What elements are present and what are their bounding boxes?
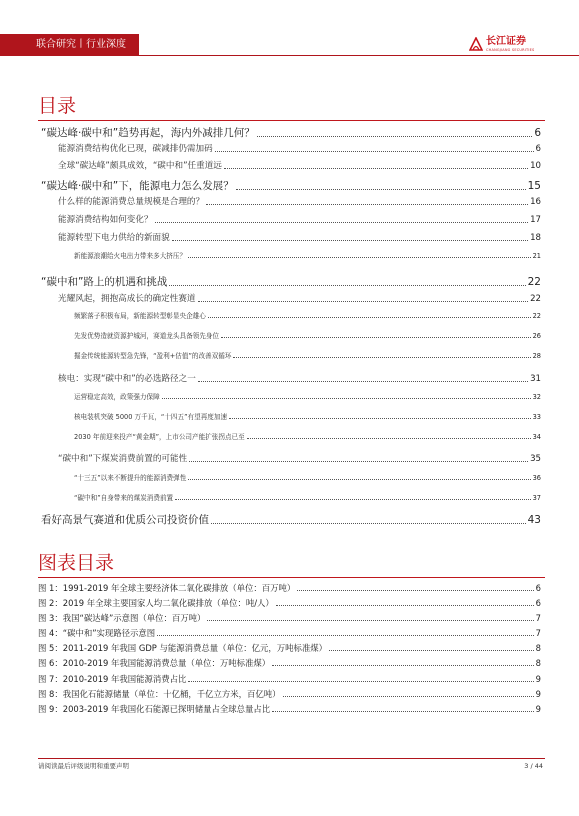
toc-entry-level-2[interactable]	[58, 293, 541, 305]
figure-entry[interactable]	[38, 612, 541, 624]
entry-page-number: 9	[535, 689, 541, 699]
entry-title: 运营稳定高效，政策强力保障	[74, 393, 160, 401]
dot-leader	[211, 522, 526, 524]
dot-leader	[229, 417, 531, 419]
toc-entry-level-2[interactable]	[58, 373, 541, 385]
entry-page-number: 8	[535, 658, 541, 668]
entry-title: 图 4：“碳中和”实现路径示意图	[38, 628, 156, 638]
entry-title: 图 6：2010-2019 年我国能源消费总量（单位：万吨标准煤）	[38, 658, 271, 668]
entry-title: 核电：实现“碳中和”的必选路径之一	[58, 374, 196, 384]
dot-leader	[215, 150, 534, 152]
entry-page-number: 15	[527, 180, 541, 192]
entry-title: 能源消费结构如何变化？	[58, 215, 153, 225]
entry-page-number: 18	[530, 233, 541, 243]
toc-entry-level-3[interactable]	[74, 432, 541, 442]
toc-title: 目录	[38, 95, 77, 117]
entry-page-number: 6	[535, 598, 541, 608]
entry-title: “碳中和”下煤炭消费前置的可能性	[58, 454, 188, 464]
entry-page-number: 28	[532, 352, 541, 360]
entry-title: “碳达峰·碳中和”下，能源电力怎么发展？	[41, 180, 234, 192]
dot-leader	[188, 680, 533, 682]
entry-title: 全球“碳达峰”颇具成效，“碳中和”任重道远	[58, 161, 222, 171]
toc-entry-level-1[interactable]	[41, 126, 541, 140]
entry-title: “碳达峰·碳中和”趋势再起，海内外减排几何？	[41, 127, 255, 139]
entry-title: 新能源浪潮给火电出力带来多大挤压？	[74, 252, 187, 260]
toc-entry-level-2[interactable]	[58, 160, 541, 172]
dot-leader	[283, 695, 534, 697]
toc-entry-level-3[interactable]	[74, 311, 541, 321]
dot-leader	[207, 619, 533, 621]
entry-page-number: 22	[527, 276, 541, 288]
dot-leader	[188, 256, 531, 258]
entry-page-number: 16	[530, 197, 541, 207]
toc-entry-level-2[interactable]	[58, 196, 541, 208]
entry-title: 先发优势造就资源护城河，赛道龙头具备领先身位	[74, 332, 220, 340]
toc-entry-level-3[interactable]	[74, 493, 541, 503]
dot-leader	[329, 649, 534, 651]
company-logo	[469, 36, 551, 54]
entry-title: 看好高景气赛道和优质公司投资价值	[41, 514, 209, 526]
dot-leader	[189, 460, 528, 462]
footer-rule	[38, 758, 545, 759]
logo-subtitle: CHANGJIANG SECURITIES	[486, 48, 535, 52]
figure-entry[interactable]	[38, 642, 541, 654]
dot-leader	[297, 589, 533, 591]
dot-leader	[272, 710, 533, 712]
entry-title: 图 5：2011-2019 年我国 GDP 与能源消费总量（单位：亿元，万吨标准煤）	[38, 643, 327, 653]
dot-leader	[206, 203, 528, 205]
entry-page-number: 9	[535, 704, 541, 714]
dot-leader	[236, 188, 526, 190]
entry-page-number: 21	[532, 252, 541, 260]
page-number: 3 / 44	[524, 762, 543, 770]
dot-leader	[169, 284, 525, 286]
logo-mark-icon	[469, 37, 483, 51]
toc-entry-level-3[interactable]	[74, 473, 541, 483]
entry-title: 图 2：2019 年全球主要国家人均二氧化碳排放（单位：吨/人）	[38, 598, 274, 608]
header-rule	[139, 55, 579, 56]
entry-page-number: 7	[535, 613, 541, 623]
entry-title: 频繁落子积极布局，新能源转型彰显央企雄心	[74, 312, 206, 320]
page-header	[0, 34, 579, 56]
dot-leader	[247, 437, 531, 439]
entry-page-number: 34	[532, 433, 541, 441]
figure-entry[interactable]	[38, 673, 541, 685]
dot-leader	[272, 664, 533, 666]
footer-disclaimer: 请阅读最后评级说明和重要声明	[38, 762, 129, 770]
figures-rule	[38, 577, 545, 578]
figure-entry[interactable]	[38, 657, 541, 669]
dot-leader	[175, 498, 530, 500]
entry-title: 掘金传统能源转型急先锋，“盈利+估值”的改善双循环	[74, 352, 232, 360]
toc-entry-level-3[interactable]	[74, 251, 541, 261]
entry-page-number: 26	[532, 332, 541, 340]
dot-leader	[208, 316, 531, 318]
toc-entry-level-1[interactable]	[41, 513, 541, 527]
entry-page-number: 6	[534, 127, 541, 139]
entry-page-number: 8	[535, 643, 541, 653]
entry-title: “碳中和”路上的机遇和挑战	[41, 276, 168, 288]
entry-page-number: 43	[527, 514, 541, 526]
toc-entry-level-1[interactable]	[41, 275, 541, 289]
entry-page-number: 17	[530, 215, 541, 225]
figure-entry[interactable]	[38, 597, 541, 609]
entry-title: 光耀风起，拥抱高成长的确定性赛道	[58, 294, 196, 304]
dot-leader	[198, 380, 528, 382]
entry-page-number: 37	[532, 494, 541, 502]
dot-leader	[162, 397, 531, 399]
dot-leader	[224, 167, 528, 169]
entry-title: 核电装机突破 5000 万千瓦，“十四五”有望再度加速	[74, 413, 228, 421]
toc-rule	[38, 120, 545, 121]
entry-page-number: 31	[530, 374, 541, 384]
entry-page-number: 6	[535, 144, 541, 154]
entry-title: “十三五”以来不断提升的能源消费弹性	[74, 474, 187, 482]
entry-page-number: 36	[532, 474, 541, 482]
entry-title: 2030 年前迎来投产“黄金期”，上市公司产能扩张拐点已至	[74, 433, 245, 441]
entry-title: 什么样的能源消费总量规模是合理的？	[58, 197, 205, 207]
entry-page-number: 32	[532, 393, 541, 401]
entry-title: “碳中和”自身带来的煤炭消费前置	[74, 494, 174, 502]
dot-leader	[276, 604, 534, 606]
figure-entry[interactable]	[38, 582, 541, 594]
dot-leader	[172, 239, 528, 241]
header-label: 联合研究丨行业深度	[36, 39, 126, 50]
entry-page-number: 6	[535, 583, 541, 593]
toc-entry-level-2[interactable]	[58, 453, 541, 465]
figure-entry[interactable]	[38, 627, 541, 639]
figure-entry[interactable]	[38, 688, 541, 700]
entry-title: 图 3：我国“碳达峰”示意图（单位：百万吨）	[38, 613, 206, 623]
toc-entry-level-2[interactable]	[58, 214, 541, 226]
toc-entry-level-2[interactable]	[58, 143, 541, 155]
figures-title: 图表目录	[38, 552, 115, 574]
figure-entry[interactable]	[38, 703, 541, 715]
toc-entry-level-3[interactable]	[74, 412, 541, 422]
dot-leader	[157, 634, 533, 636]
logo-name: 长江证券	[486, 36, 526, 47]
dot-leader	[221, 336, 531, 338]
entry-page-number: 9	[535, 674, 541, 684]
toc-entry-level-1[interactable]	[41, 179, 541, 193]
dot-leader	[233, 356, 530, 358]
entry-title: 能源转型下电力供给的新面貌	[58, 233, 170, 243]
dot-leader	[155, 221, 529, 223]
entry-title: 图 7：2010-2019 年我国能源消费占比	[38, 674, 187, 684]
toc-entry-level-2[interactable]	[58, 232, 541, 244]
entry-page-number: 7	[535, 628, 541, 638]
dot-leader	[188, 478, 530, 480]
dot-leader	[198, 300, 529, 302]
toc-entry-level-3[interactable]	[74, 331, 541, 341]
entry-page-number: 22	[530, 294, 541, 304]
entry-page-number: 10	[530, 161, 541, 171]
entry-title: 图 9：2003-2019 年我国化石能源已探明储量占全球总量占比	[38, 704, 271, 714]
toc-entry-level-3[interactable]	[74, 392, 541, 402]
entry-title: 图 1：1991-2019 年全球主要经济体二氧化碳排放（单位：百万吨）	[38, 583, 296, 593]
entry-page-number: 22	[532, 312, 541, 320]
entry-title: 能源消费结构优化已现，碳减排仍需加码	[58, 144, 213, 154]
entry-title: 图 8：我国化石能源储量（单位：十亿桶，千亿立方米，百亿吨）	[38, 689, 281, 699]
entry-page-number: 33	[532, 413, 541, 421]
entry-page-number: 35	[530, 454, 541, 464]
dot-leader	[257, 135, 533, 137]
toc-entry-level-3[interactable]	[74, 351, 541, 361]
